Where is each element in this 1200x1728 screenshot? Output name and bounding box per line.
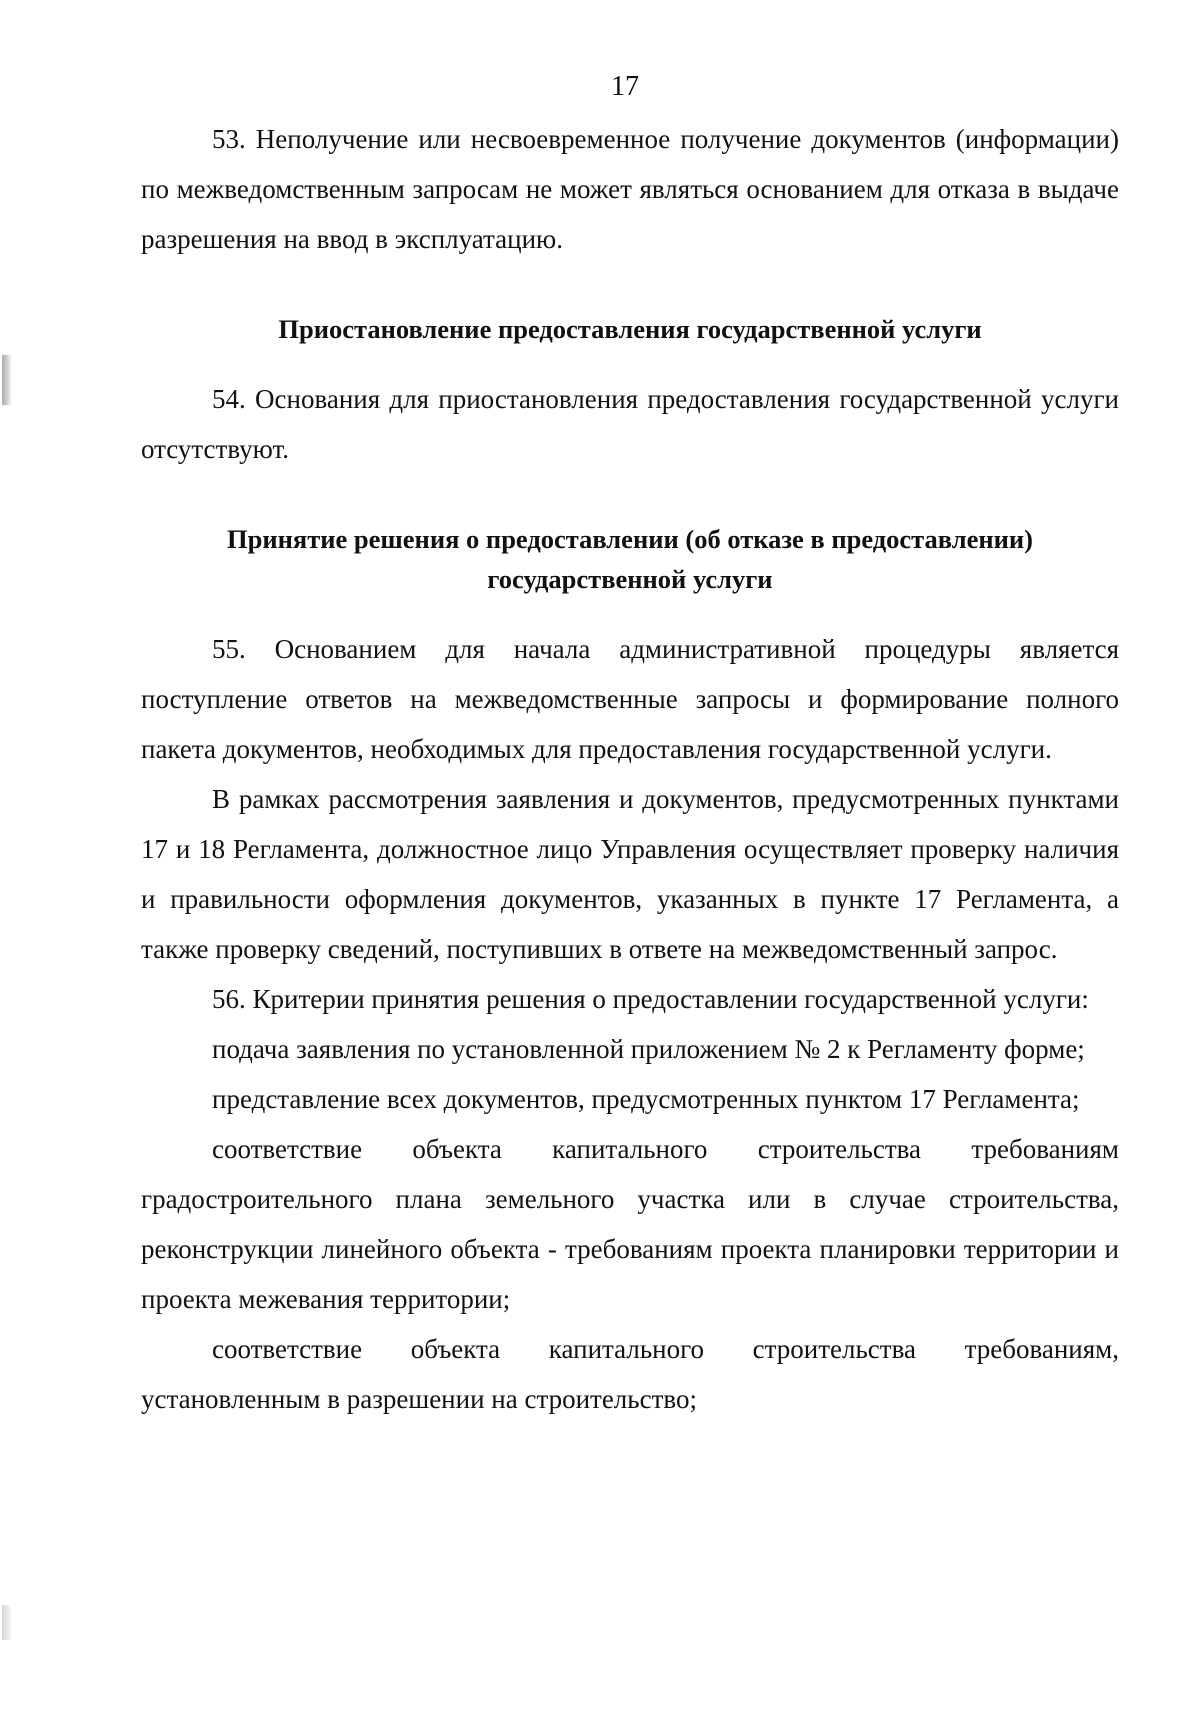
- document-body: [141, 114, 1119, 1424]
- paragraph-53: 53. Неполучение или несвоевременное получение документов (информации) по межведомственным запросам не может являться основанием для отказа в выдаче разрешения на ввод в эксплуатацию.: [141, 124, 1119, 254]
- scan-edge-mark: [2, 355, 12, 405]
- section-heading-decision: [141, 519, 1119, 599]
- heading-line: Принятие решения о предоставлении (об отказе в предоставлении): [227, 524, 1033, 554]
- heading-line: Приостановление предоставления государственной услуги: [278, 314, 982, 344]
- paragraph-56: 56. Критерии принятия решения о предоставлении государственной услуги:: [212, 984, 1089, 1014]
- page-number: 17: [611, 71, 639, 102]
- paragraph-review: В рамках рассмотрения заявления и документов, предусмотренных пунктами 17 и 18 Регламента, должностное лицо Управления осуществляет проверку наличия и правильности оформления документов, указанных в пункте 17 Регламента, а также проверку сведений, поступивших в ответе на межведомственный запрос.: [141, 784, 1119, 964]
- criteria-item: соответствие объекта капитального строительства требованиям, установленным в разрешении на строительство;: [141, 1334, 1119, 1414]
- paragraph-55: 55. Основанием для начала административной процедуры является поступление ответов на межведомственные запросы и формирование полного пакета документов, необходимых для предоставления государственной услуги.: [141, 634, 1119, 764]
- section-heading-suspension: [141, 309, 1119, 349]
- paragraph-54: 54. Основания для приостановления предоставления государственной услуги отсутствуют.: [141, 384, 1119, 464]
- heading-line: государственной услуги: [487, 564, 773, 594]
- criteria-item: подача заявления по установленной приложением № 2 к Регламенту форме;: [212, 1034, 1085, 1064]
- criteria-item: соответствие объекта капитального строительства требованиям градостроительного плана земельного участка или в случае строительства, реконструкции линейного объекта - требованиям проекта планировки территории и проекта межевания территории;: [141, 1134, 1119, 1314]
- scan-edge-mark: [2, 1605, 12, 1640]
- criteria-item: представление всех документов, предусмотренных пунктом 17 Регламента;: [212, 1084, 1080, 1114]
